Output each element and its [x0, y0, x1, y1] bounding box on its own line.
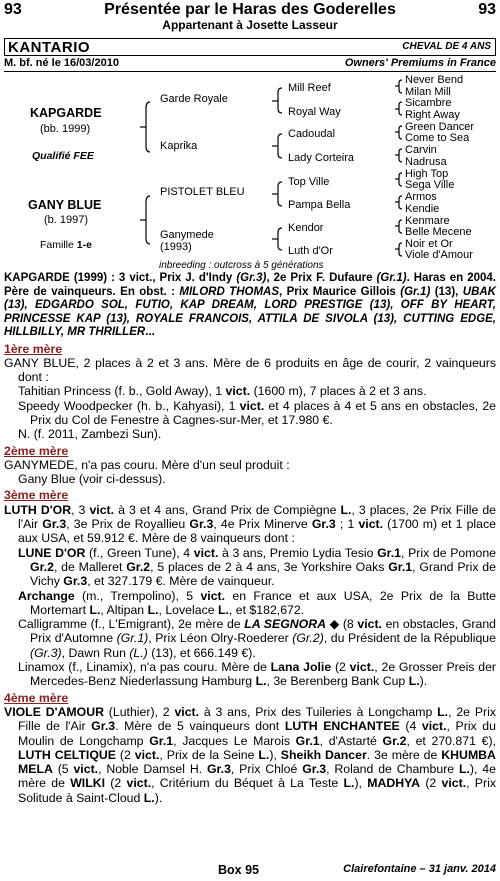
m4-a35: L.: [458, 762, 470, 777]
m1-produce-1: [4, 384, 496, 398]
m3-c4: en France et aux USA, 2e Prix de la Butte Mortemart: [30, 588, 496, 617]
section-2eme-mere: 2ème mère: [4, 443, 69, 458]
gen2-4-year: (1993): [160, 241, 192, 253]
inbreeding-note: inbreeding : outcross à 5 générations: [159, 260, 324, 271]
m3-d5: en obstacles, Grand Prix d'Automne: [30, 617, 496, 646]
m4-a15: Gr.1: [295, 733, 320, 748]
m3-d2: LA SEGNORA: [244, 617, 326, 632]
m3-e5: , 2e Grosser Preis der Mercedes-Benz Niederlassung Hamburg: [30, 660, 497, 689]
m3-d7: , Prix Léon Olry-Roederer: [148, 631, 293, 646]
m4-a6: , 2e Prix Fille de l'Air: [18, 704, 496, 734]
horse-birth: M. bf. né le 16/03/2010: [4, 57, 119, 69]
m3-produce-3: [4, 617, 496, 660]
gen4-15: Noir et Or: [405, 238, 453, 250]
gen4-13: Kenmare: [405, 215, 450, 227]
sire-text-2: MILORD THOMAS: [179, 285, 280, 298]
dam-info: (b. 1997): [44, 214, 89, 226]
m4-a11: vict.: [421, 719, 447, 734]
m4-a3: vict.: [174, 704, 200, 719]
m1-c: Speedy Woodpecker (h. b., Kahyasi), 1: [18, 398, 240, 413]
gen4-10: Sega Ville: [405, 179, 455, 191]
m3-b3: vict.: [193, 545, 219, 560]
m4-a16: , d'Astarté: [319, 733, 383, 748]
lot-number-right: 93: [478, 1, 496, 18]
m4-dam: [4, 705, 496, 805]
m3-b5: Gr.1: [377, 545, 402, 560]
horse-class: CHEVAL DE 4 ANS: [402, 41, 491, 52]
gen2-2: Kaprika: [160, 140, 198, 152]
horse-header: [4, 38, 496, 74]
m3-b7: Gr.2: [30, 559, 54, 574]
m4-a4: à 3 ans, Prix des Tuileries à Longchamp: [199, 704, 438, 719]
sire-text-6: UBAK (13), EDGARDO SOL, FUTIO, KAP DREAM, LORD PRESTIGE (13), OFF BY HEART, PRINCESSE KAP (13), ROYALE FRANCOIS, ATTILA DE SIVOLA (13), CUTTING EDGE, HILLBILLY, MR THRILLER: [4, 285, 496, 338]
m3-a14: (1700 m) et 1 place aux USA, et 59.912 €. Mère de 8 vainqueurs dont :: [18, 517, 496, 546]
page-header: [0, 0, 500, 40]
m4-a14: , Jacques Le Marois: [173, 733, 296, 748]
m3-a1: LUTH D'OR: [4, 502, 72, 517]
m3-a8: , 3e Prix de Royallieu: [66, 517, 190, 532]
m4-a26: . 3e mère de: [366, 747, 442, 762]
gen4-6: Come to Sea: [405, 132, 470, 144]
m3-b4: à 3 ans, Premio Lydia Tesio: [218, 545, 378, 560]
m3-d13: (13), et 666.149 €).: [147, 645, 256, 660]
m3-e3: (2: [331, 660, 350, 675]
sire-text-1b: (Gr.3): [236, 272, 267, 284]
page-footer: [0, 862, 500, 880]
m3-e9: ).: [419, 674, 428, 689]
section-4eme-mere: 4ème mère: [4, 690, 69, 705]
horse-info-line: [4, 56, 496, 72]
m3-produce-4: [4, 660, 496, 689]
m3-a10: , 4e Prix Minerve: [213, 517, 312, 532]
m3-d10: (Gr.3): [30, 645, 62, 660]
m3-d12: (L.): [129, 645, 148, 660]
m3-d6: (Gr.1): [116, 631, 149, 646]
m4-a8: . Mère de 5 vainqueurs dont: [115, 719, 285, 734]
m4-a40: , Critérium du Béquet à La Teste: [151, 776, 344, 791]
m3-c2: (m., Trempolino), 5: [74, 588, 201, 603]
gen4-16: Viole d'Amour: [405, 249, 473, 261]
m4-a41: L.: [343, 776, 355, 791]
sire-text-5: (13),: [430, 285, 463, 298]
gen2-1: Garde Royale: [160, 93, 228, 105]
sire-text-1e: . Haras en 2004. Père de vainqueurs. En obst. :: [4, 272, 496, 298]
section-3eme-mere: 3ème mère: [4, 488, 69, 503]
m3-a3: vict.: [89, 502, 115, 517]
m1-c3: et 4 places à 4 et 5 ans en obstacles, 2e Prix du Col de Fenestre à Cagnes-sur-Mer, et 17.980 €.: [30, 398, 496, 427]
m4-a23: L.: [258, 747, 270, 762]
m4-a19: LUTH CELTIQUE: [18, 747, 116, 762]
dam-family: [40, 239, 92, 251]
m3-c5: L.: [89, 602, 101, 617]
m3-a11: Gr.3: [311, 517, 336, 532]
m4-a1: VIOLE D'AMOUR: [4, 704, 104, 719]
gen3-2: Royal Way: [288, 106, 341, 118]
m4-a31: Gr.3: [206, 762, 231, 777]
sale-info: Clairefontaine – 31 janv. 2014: [343, 863, 496, 875]
m4-a42: ),: [354, 776, 368, 791]
m3-dam: [4, 503, 496, 546]
m3-produce-2: [4, 589, 496, 618]
m2-produce-1: Gany Blue (voir ci-dessus).: [18, 472, 166, 487]
m1-produce-2: [4, 399, 496, 428]
gen4-7: Carvin: [405, 144, 437, 156]
section-1ere-mere: 1ère mère: [4, 341, 63, 356]
sire-text-7: ...: [145, 326, 155, 338]
m4-a30: , Noble Damsel H.: [98, 762, 207, 777]
m3-d9: , du Président de la République: [323, 631, 496, 646]
sire-text-3: , Prix Maurice Gillois: [279, 285, 401, 298]
sire-note: Qualifié FEE: [32, 150, 94, 162]
m4-a44: (2: [420, 776, 442, 791]
m1-b2: vict.: [225, 384, 251, 399]
m4-a45: vict.: [441, 776, 467, 791]
m4-a9: LUTH ENCHANTEE: [284, 719, 400, 734]
m3-c3: vict.: [200, 588, 226, 603]
m4-a5: L.: [437, 704, 449, 719]
m3-b14: , et 327.179 €. Mère de vainqueur.: [87, 574, 275, 589]
m3-a12: ; 1: [335, 517, 359, 532]
gen4-2: Milan Mill: [405, 86, 451, 98]
m4-a21: vict.: [134, 747, 160, 762]
m4-a10: (4: [399, 719, 422, 734]
m3-d8: (Gr.2): [292, 631, 324, 646]
gen4-5: Green Dancer: [405, 121, 475, 133]
m3-produce-1: [4, 546, 496, 589]
sire-text-1d: (Gr.1): [376, 272, 407, 284]
m3-e7: , 3e Berenberg Bank Cup: [266, 674, 409, 689]
m3-a13: vict.: [358, 517, 384, 532]
m3-a7: Gr.3: [42, 517, 67, 532]
m4-a25: Sheikh Dancer: [280, 747, 367, 762]
m3-b13: Gr.3: [63, 574, 88, 589]
sire-info: (bb. 1999): [40, 123, 91, 135]
m3-b1: LUNE D'OR: [18, 545, 86, 560]
m4-a22: , Prix de la Seine: [159, 747, 259, 762]
m3-d4: vict.: [357, 617, 382, 632]
gen3-6: Pampa Bella: [288, 199, 351, 211]
m4-a43: MADHYA: [367, 776, 421, 791]
m4-a28: (5: [52, 762, 74, 777]
dam-family-value: 1-e: [76, 239, 92, 251]
sire-paragraph: [4, 272, 496, 340]
m4-a48: ).: [154, 790, 163, 805]
gen4-1: Never Bend: [405, 74, 464, 86]
m4-a7: Gr.3: [91, 719, 116, 734]
sire-text-4: (Gr.1): [400, 285, 431, 298]
gen4-9: High Top: [405, 168, 449, 180]
gen3-3: Cadoudal: [288, 128, 336, 140]
horse-name: KANTARIO: [8, 39, 91, 56]
sire-text-1c: , 2e Prix F. Dufaure: [266, 272, 377, 284]
m3-b12: , Grand Prix de Vichy: [30, 559, 496, 589]
gen3-5: Top Ville: [288, 176, 330, 188]
m3-b10: , 5 places de 2 à 4 ans, 3e Yorkshire Oaks: [150, 559, 389, 574]
box-number: Box 95: [218, 863, 259, 877]
m4-a20: (2: [115, 747, 135, 762]
m3-b6: , Prix de Pomone: [401, 545, 497, 560]
m4-a36: ), 4e mère de: [18, 762, 496, 791]
gen4-3: Sicambre: [405, 97, 452, 109]
m4-a13: Gr.1: [149, 733, 174, 748]
m3-d3: ◆ (8: [325, 617, 358, 632]
m3-c1: Archange: [18, 588, 75, 603]
catalogue-text: [4, 272, 496, 805]
sire-name: KAPGARDE: [30, 106, 102, 120]
m3-a6: , 3 places, 2e Prix Fille de l'Air: [18, 502, 497, 532]
horse-name-box: [4, 38, 496, 56]
gen3-8: Luth d'Or: [288, 245, 333, 257]
m1-dam: GANY BLUE, 2 places à 2 et 3 ans. Mère de 6 produits en âge de courir, 2 vainqueurs dont :: [4, 355, 496, 385]
gen3-7: Kendor: [288, 222, 324, 234]
m3-a5: L.: [340, 502, 352, 517]
m3-c6: , Altipan: [100, 602, 148, 617]
gen2-4: Ganymede: [160, 229, 214, 241]
m3-b8: , de Malleret: [53, 559, 127, 574]
m1-produce-3: N. (f. 2011, Zambezi Sun).: [18, 427, 162, 442]
m4-a17: Gr.2: [382, 733, 407, 748]
dam-family-label: Famille: [40, 239, 77, 251]
m3-b2: (f., Green Tune), 4: [85, 545, 194, 560]
gen4-12: Kendie: [405, 203, 440, 215]
m3-b11: Gr.1: [388, 559, 413, 574]
page-title: Présentée par le Haras des Goderelles: [104, 1, 396, 18]
m1-b: Tahitian Princess (f. b., Gold Away), 1: [18, 384, 226, 399]
m2-dam: GANYMEDE, n'a pas couru. Mère d'un seul produit :: [4, 457, 290, 472]
gen4-8: Nadrusa: [405, 156, 447, 168]
m1-b3: (1600 m), 7 places à 2 et 3 ans.: [250, 384, 427, 399]
gen3-1: Mill Reef: [288, 82, 331, 94]
gen4-14: Belle Mecene: [405, 226, 472, 238]
sire-text-1: KAPGARDE (1999) : 3 vict., Prix J. d'Indy: [4, 272, 237, 284]
owner-line: Appartenant à Josette Lasseur: [162, 18, 338, 32]
m3-e4: vict.: [349, 660, 375, 675]
m4-a37: WILKI: [70, 776, 106, 791]
m4-a27: KHUMBA MELA: [18, 747, 496, 777]
m4-a24: ),: [269, 747, 281, 762]
horse-premiums: Owners' Premiums in France: [344, 57, 496, 69]
m3-e6: L.: [255, 674, 267, 689]
m4-a2: (Luthier), 2: [103, 704, 175, 719]
m4-a18: , et 270.871 €),: [406, 733, 496, 748]
m3-c8: , Lovelace: [158, 602, 218, 617]
m3-a2: , 3: [71, 502, 90, 517]
m3-a9: Gr.3: [189, 517, 214, 532]
m1-c2: vict.: [239, 398, 265, 413]
m3-b9: Gr.2: [126, 559, 151, 574]
m3-e2: Lana Jolie: [270, 660, 332, 675]
dam-name: GANY BLUE: [28, 198, 102, 212]
gen3-4: Lady Corteira: [288, 152, 355, 164]
m4-a12: , Prix du Moulin de Longchamp: [18, 719, 496, 748]
m4-a32: , Prix Chloé: [230, 762, 303, 777]
m3-e8: L.: [408, 674, 420, 689]
gen2-3: PISTOLET BLEU: [160, 186, 245, 198]
m4-a33: Gr.3: [302, 762, 327, 777]
m4-a34: , Roland de Chambure: [326, 762, 459, 777]
m4-a29: vict.: [73, 762, 99, 777]
gen4-11: Armos: [405, 191, 437, 203]
m3-c10: , et $182,672.: [228, 602, 305, 617]
m4-a47: L.: [143, 790, 155, 805]
m4-a46: , Prix Solitude à Saint-Cloud: [18, 776, 496, 805]
m3-e1: Linamox (f., Linamix), n'a pas couru. Mère de: [18, 660, 271, 675]
m3-c9: L.: [217, 602, 229, 617]
m3-a4: à 3 et 4 ans, Grand Prix de Compiègne: [114, 502, 341, 517]
m4-a38: (2: [105, 776, 127, 791]
pedigree-chart: [0, 74, 500, 274]
m3-c7: L.: [147, 602, 159, 617]
m3-d11: , Dawn Run: [61, 645, 130, 660]
m4-a39: vict.: [126, 776, 152, 791]
gen4-4: Right Away: [405, 109, 460, 121]
lot-number-left: 93: [4, 1, 22, 18]
m3-d1: Calligramme (f., L'Emigrant), 2e mère de: [18, 617, 245, 632]
